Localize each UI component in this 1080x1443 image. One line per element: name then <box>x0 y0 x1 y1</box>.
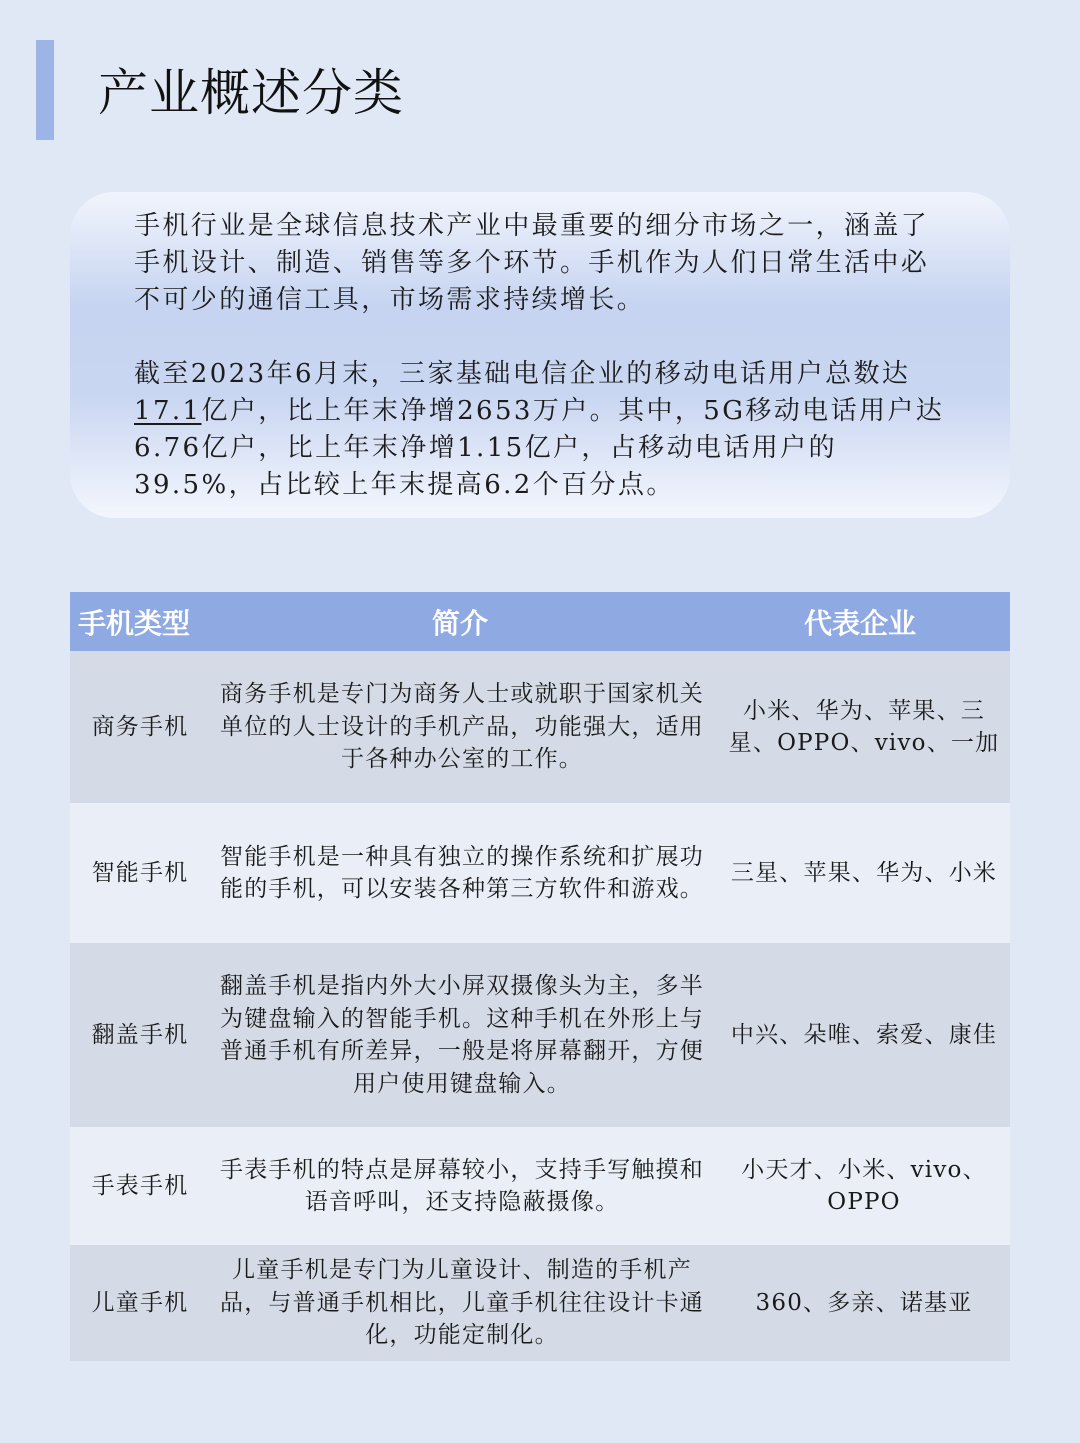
intro-paragraph-2-start: 截至2023年6月末，三家基础电信企业的移动电话用户总数达 <box>134 359 911 389</box>
row-description: 儿童手机是专门为儿童设计、制造的手机产品，与普通手机相比，儿童手机往往设计卡通化，功能定制化。 <box>220 1257 704 1349</box>
intro-paragraph-1: 手机行业是全球信息技术产业中最重要的细分市场之一，涵盖了手机设计、制造、销售等多个环节。手机作为人们日常生活中必不可少的通信工具，市场需求持续增长。 <box>134 211 930 315</box>
phone-type-table <box>70 592 1010 1361</box>
page-title: 产业概述分类 <box>98 64 404 122</box>
row-type: 翻盖手机 <box>91 1021 189 1048</box>
table-row <box>70 803 1010 943</box>
row-companies: 中兴、朵唯、索爱、康佳 <box>730 1021 998 1048</box>
table-row <box>70 1127 1010 1245</box>
row-companies: 三星、苹果、华为、小米 <box>730 859 998 886</box>
row-type: 手表手机 <box>91 1172 189 1199</box>
row-companies: 小天才、小米、vivo、OPPO <box>741 1156 987 1215</box>
header-description: 简介 <box>431 606 488 640</box>
row-description: 手表手机的特点是屏幕较小，支持手写触摸和语音呼叫，还支持隐蔽摄像。 <box>220 1156 704 1215</box>
row-type: 商务手机 <box>91 713 189 740</box>
header-companies: 代表企业 <box>803 606 916 640</box>
table-row <box>70 1245 1010 1361</box>
intro-card <box>70 192 1010 518</box>
title-accent-bar <box>36 40 54 140</box>
intro-paragraph-2-end: 亿户，比上年末净增2653万户。其中，5G移动电话用户达6.76亿户，比上年末净增1.15亿户，占移动电话用户的39.5%，占比较上年末提高6.2个百分点。 <box>134 396 945 500</box>
table-row <box>70 651 1010 803</box>
row-companies: 360、多亲、诺基亚 <box>755 1289 973 1316</box>
row-description: 商务手机是专门为商务人士或就职于国家机关单位的人士设计的手机产品，功能强大，适用于各种办公室的工作。 <box>220 681 704 773</box>
table-header-row <box>70 592 1010 651</box>
user-total-highlight: 17.1 <box>134 396 202 426</box>
row-companies: 小米、华为、苹果、三星、OPPO、vivo、一加 <box>728 697 1000 756</box>
intro-paragraph-2 <box>134 356 954 504</box>
row-description: 智能手机是一种具有独立的操作系统和扩展功能的手机，可以安装各种第三方软件和游戏。 <box>220 843 704 902</box>
row-type: 儿童手机 <box>91 1289 189 1316</box>
header-phone-type: 手机类型 <box>78 606 191 640</box>
row-type: 智能手机 <box>91 859 189 886</box>
row-description: 翻盖手机是指内外大小屏双摄像头为主，多半为键盘输入的智能手机。这种手机在外形上与普通手机有所差异，一般是将屏幕翻开，方便用户使用键盘输入。 <box>220 973 704 1097</box>
table-row <box>70 943 1010 1127</box>
